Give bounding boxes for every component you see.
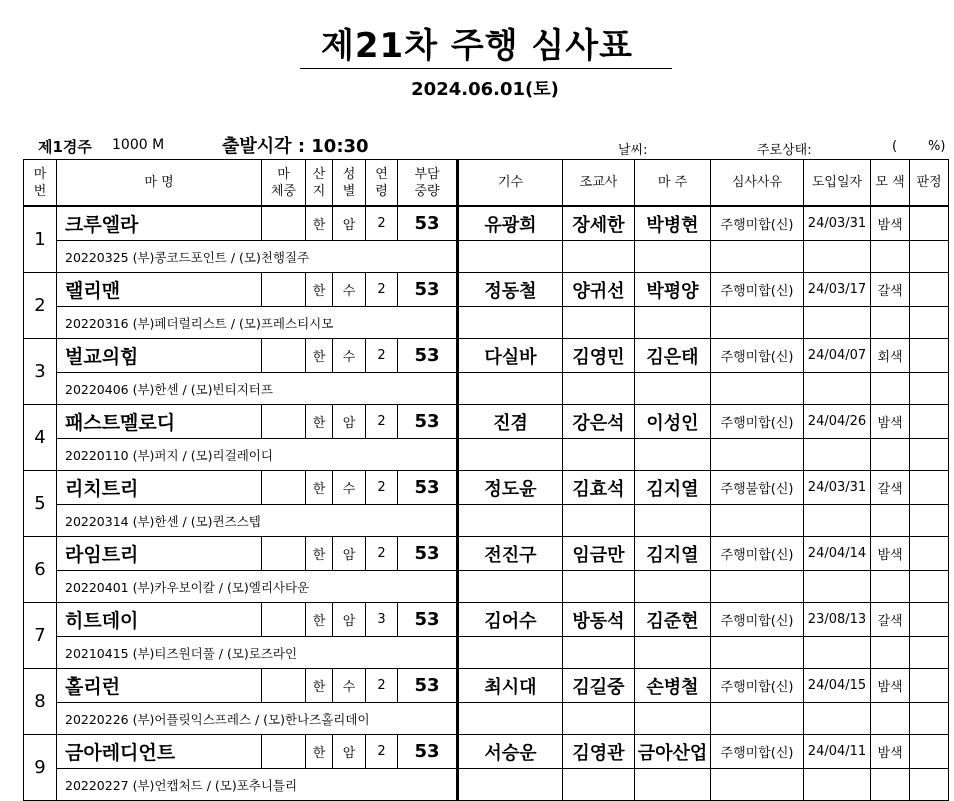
col-trainer-label: 조교사 <box>579 175 618 190</box>
horse-number: 1 <box>24 206 57 273</box>
horse-age: 2 <box>366 405 398 439</box>
horse-age: 2 <box>366 206 398 241</box>
horse-weight-cell <box>262 273 306 307</box>
judging-reason: 주행미합(신) <box>711 537 804 571</box>
import-date: 24/04/26 <box>804 405 871 439</box>
pedigree-blank-jockey <box>458 439 563 471</box>
jockey-name: 정도윤 <box>458 471 563 505</box>
horse-pedigree: 20220316 (부)페더럴리스트 / (모)프레스티시모 <box>57 307 458 339</box>
horse-number: 4 <box>24 405 57 471</box>
trainer-name: 방동석 <box>563 603 635 637</box>
import-date: 24/04/14 <box>804 537 871 571</box>
horse-age: 2 <box>366 735 398 769</box>
owner-name: 김지열 <box>635 471 711 505</box>
coat-color: 밤색 <box>871 735 910 769</box>
trainer-name: 김효석 <box>563 471 635 505</box>
col-owner-label: 마 주 <box>657 175 688 190</box>
pedigree-blank-owner <box>635 769 711 801</box>
horse-pedigree: 20220110 (부)퍼지 / (모)리걸레이디 <box>57 439 458 471</box>
horse-origin: 한 <box>306 471 333 505</box>
trainer-name: 김영관 <box>563 735 635 769</box>
pedigree-blank-reason <box>711 439 804 471</box>
col-sex <box>333 160 366 207</box>
start-time: 출발시각 : 10:30 <box>222 136 369 157</box>
horse-origin: 한 <box>306 735 333 769</box>
race-number: 제1경주 <box>38 138 92 156</box>
judging-reason: 주행미합(신) <box>711 273 804 307</box>
jockey-name: 다실바 <box>458 339 563 373</box>
pedigree-blank-date <box>804 439 871 471</box>
col-trainer <box>563 160 635 207</box>
pedigree-blank-trainer <box>563 505 635 537</box>
coat-color: 밤색 <box>871 206 910 241</box>
judgment-cell <box>910 405 949 439</box>
horse-origin: 한 <box>306 206 333 241</box>
pedigree-blank-reason <box>711 637 804 669</box>
horse-weight-cell <box>262 471 306 505</box>
judgment-cell <box>910 471 949 505</box>
pedigree-blank-judgment <box>910 307 949 339</box>
pedigree-blank-owner <box>635 241 711 273</box>
col-judgment <box>910 160 949 207</box>
horse-burden: 53 <box>398 206 458 241</box>
horse-pedigree: 20220227 (부)언캡처드 / (모)포추니틀리 <box>57 769 458 801</box>
horse-origin: 한 <box>306 537 333 571</box>
horse-pedigree: 20220401 (부)카우보이칼 / (모)엘리사타운 <box>57 571 458 603</box>
horse-number: 5 <box>24 471 57 537</box>
pedigree-blank-jockey <box>458 373 563 405</box>
col-import-date-label: 도입일자 <box>811 175 863 190</box>
horse-pedigree: 20220314 (부)한센 / (모)퀸즈스텝 <box>57 505 458 537</box>
owner-name: 김지열 <box>635 537 711 571</box>
coat-color: 밤색 <box>871 669 910 703</box>
col-no <box>24 160 57 207</box>
race-date: 2024.06.01(토) <box>411 79 559 100</box>
horse-weight-cell <box>262 339 306 373</box>
horse-age: 2 <box>366 669 398 703</box>
judgment-cell <box>910 537 949 571</box>
pedigree-blank-date <box>804 307 871 339</box>
coat-color: 밤색 <box>871 537 910 571</box>
horse-name: 금아레디언트 <box>57 735 262 769</box>
pedigree-blank-color <box>871 241 910 273</box>
judgment-cell <box>910 603 949 637</box>
judging-reason: 주행불합(신) <box>711 471 804 505</box>
col-color <box>871 160 910 207</box>
horse-origin: 한 <box>306 405 333 439</box>
horse-name: 랠리맨 <box>57 273 262 307</box>
owner-name: 박병현 <box>635 206 711 241</box>
import-date: 24/03/31 <box>804 206 871 241</box>
pedigree-blank-reason <box>711 307 804 339</box>
title-underline <box>300 68 672 69</box>
pedigree-blank-date <box>804 637 871 669</box>
owner-name: 금아산업 <box>635 735 711 769</box>
jockey-name: 서승운 <box>458 735 563 769</box>
pedigree-blank-jockey <box>458 505 563 537</box>
pedigree-blank-trainer <box>563 571 635 603</box>
header-row <box>24 160 949 207</box>
col-origin-label: 산 지 <box>312 166 326 199</box>
judgment-cell <box>910 206 949 241</box>
pedigree-blank-judgment <box>910 373 949 405</box>
pedigree-blank-date <box>804 703 871 735</box>
horse-pedigree: 20220406 (부)한센 / (모)빈티지터프 <box>57 373 458 405</box>
jockey-name: 정동철 <box>458 273 563 307</box>
pedigree-blank-jockey <box>458 637 563 669</box>
judging-reason: 주행미합(신) <box>711 206 804 241</box>
horse-sex: 암 <box>333 735 366 769</box>
horse-number: 9 <box>24 735 57 801</box>
horse-row-main <box>24 669 949 703</box>
judging-reason: 주행미합(신) <box>711 405 804 439</box>
col-breed-label: 마 체중 <box>270 166 297 199</box>
pedigree-blank-owner <box>635 571 711 603</box>
pedigree-blank-owner <box>635 439 711 471</box>
horse-row-main <box>24 339 949 373</box>
pedigree-blank-reason <box>711 373 804 405</box>
horse-burden: 53 <box>398 537 458 571</box>
col-age-label: 연 령 <box>375 166 388 199</box>
horse-number: 8 <box>24 669 57 735</box>
pedigree-blank-judgment <box>910 241 949 273</box>
horse-row-main <box>24 206 949 241</box>
race-distance: 1000 M <box>112 137 165 153</box>
horse-sex: 암 <box>333 206 366 241</box>
coat-color: 갈색 <box>871 471 910 505</box>
horse-burden: 53 <box>398 405 458 439</box>
horse-row-pedigree <box>24 703 949 735</box>
pedigree-blank-jockey <box>458 307 563 339</box>
horse-number: 7 <box>24 603 57 669</box>
horse-age: 2 <box>366 339 398 373</box>
horse-row-main <box>24 537 949 571</box>
horse-row-main <box>24 471 949 505</box>
coat-color: 갈색 <box>871 273 910 307</box>
horse-origin: 한 <box>306 339 333 373</box>
horse-age: 2 <box>366 471 398 505</box>
trainer-name: 김길중 <box>563 669 635 703</box>
pedigree-blank-trainer <box>563 637 635 669</box>
horse-weight-cell <box>262 537 306 571</box>
pedigree-blank-color <box>871 571 910 603</box>
trainer-name: 강은석 <box>563 405 635 439</box>
horse-sex: 수 <box>333 669 366 703</box>
track-percent-close: %) <box>928 139 946 154</box>
pedigree-blank-color <box>871 439 910 471</box>
import-date: 24/04/15 <box>804 669 871 703</box>
judgment-cell <box>910 339 949 373</box>
horse-weight-cell <box>262 603 306 637</box>
pedigree-blank-judgment <box>910 439 949 471</box>
horse-row-pedigree <box>24 307 949 339</box>
pedigree-blank-date <box>804 241 871 273</box>
judging-table <box>23 159 949 801</box>
owner-name: 박평양 <box>635 273 711 307</box>
pedigree-blank-jockey <box>458 241 563 273</box>
horse-origin: 한 <box>306 669 333 703</box>
pedigree-blank-trainer <box>563 769 635 801</box>
pedigree-blank-reason <box>711 703 804 735</box>
pedigree-blank-date <box>804 505 871 537</box>
horse-pedigree: 20220226 (부)어플릿익스프레스 / (모)한나즈홀리데이 <box>57 703 458 735</box>
col-reason <box>711 160 804 207</box>
trainer-name: 임금만 <box>563 537 635 571</box>
judging-reason: 주행미합(신) <box>711 669 804 703</box>
horse-name: 라임트리 <box>57 537 262 571</box>
import-date: 24/04/07 <box>804 339 871 373</box>
jockey-name: 최시대 <box>458 669 563 703</box>
horse-weight-cell <box>262 735 306 769</box>
horse-name: 리치트리 <box>57 471 262 505</box>
horse-row-pedigree <box>24 439 949 471</box>
horse-row-pedigree <box>24 769 949 801</box>
pedigree-blank-judgment <box>910 505 949 537</box>
pedigree-blank-reason <box>711 571 804 603</box>
col-jockey-label: 기수 <box>497 175 524 190</box>
horse-name: 홀리런 <box>57 669 262 703</box>
horse-name: 히트데이 <box>57 603 262 637</box>
pedigree-blank-date <box>804 571 871 603</box>
pedigree-blank-jockey <box>458 571 563 603</box>
pedigree-blank-judgment <box>910 769 949 801</box>
coat-color: 회색 <box>871 339 910 373</box>
pedigree-blank-color <box>871 637 910 669</box>
pedigree-blank-date <box>804 373 871 405</box>
col-origin <box>306 160 333 207</box>
owner-name: 손병철 <box>635 669 711 703</box>
pedigree-blank-owner <box>635 373 711 405</box>
horse-weight-cell <box>262 669 306 703</box>
coat-color: 밤색 <box>871 405 910 439</box>
col-sex-label: 성 별 <box>342 166 356 199</box>
owner-name: 이성인 <box>635 405 711 439</box>
col-name-label: 마 명 <box>144 175 174 190</box>
judgment-cell <box>910 669 949 703</box>
pedigree-blank-color <box>871 769 910 801</box>
horse-sex: 수 <box>333 273 366 307</box>
horse-weight-cell <box>262 405 306 439</box>
pedigree-blank-trainer <box>563 307 635 339</box>
horse-pedigree: 20220325 (부)콩코드포인트 / (모)천행질주 <box>57 241 458 273</box>
horse-row-pedigree <box>24 373 949 405</box>
col-no-label: 마 번 <box>33 166 47 199</box>
col-color-label: 모 색 <box>875 175 905 190</box>
col-name <box>57 160 262 207</box>
horse-burden: 53 <box>398 669 458 703</box>
pedigree-blank-jockey <box>458 769 563 801</box>
col-breed <box>262 160 306 207</box>
horse-burden: 53 <box>398 735 458 769</box>
judging-reason: 주행미합(신) <box>711 603 804 637</box>
pedigree-blank-reason <box>711 505 804 537</box>
pedigree-blank-judgment <box>910 571 949 603</box>
horse-burden: 53 <box>398 339 458 373</box>
horse-sex: 암 <box>333 537 366 571</box>
pedigree-blank-color <box>871 703 910 735</box>
track-condition-label: 주로상태: <box>757 143 812 158</box>
import-date: 23/08/13 <box>804 603 871 637</box>
pedigree-blank-reason <box>711 769 804 801</box>
horse-age: 2 <box>366 273 398 307</box>
weather-label: 날씨: <box>618 143 648 158</box>
pedigree-blank-owner <box>635 703 711 735</box>
judging-reason: 주행미합(신) <box>711 339 804 373</box>
horse-row-pedigree <box>24 241 949 273</box>
pedigree-blank-trainer <box>563 373 635 405</box>
horse-pedigree: 20210415 (부)티즈원더풀 / (모)로즈라인 <box>57 637 458 669</box>
pedigree-blank-owner <box>635 637 711 669</box>
pedigree-blank-trainer <box>563 439 635 471</box>
jockey-name: 김어수 <box>458 603 563 637</box>
pedigree-blank-color <box>871 307 910 339</box>
horse-origin: 한 <box>306 603 333 637</box>
horse-sex: 암 <box>333 603 366 637</box>
horse-row-main <box>24 405 949 439</box>
trainer-name: 김영민 <box>563 339 635 373</box>
pedigree-blank-date <box>804 769 871 801</box>
horse-burden: 53 <box>398 603 458 637</box>
import-date: 24/03/17 <box>804 273 871 307</box>
horse-age: 3 <box>366 603 398 637</box>
horse-sex: 수 <box>333 471 366 505</box>
horse-weight-cell <box>262 206 306 241</box>
horse-row-pedigree <box>24 637 949 669</box>
pedigree-blank-judgment <box>910 637 949 669</box>
horse-sex: 수 <box>333 339 366 373</box>
col-judgment-label: 판정 <box>916 175 942 190</box>
horse-burden: 53 <box>398 273 458 307</box>
col-burden <box>398 160 458 207</box>
horse-row-main <box>24 735 949 769</box>
horse-number: 3 <box>24 339 57 405</box>
horse-age: 2 <box>366 537 398 571</box>
judgment-cell <box>910 735 949 769</box>
coat-color: 갈색 <box>871 603 910 637</box>
col-reason-label: 심사사유 <box>731 175 783 190</box>
pedigree-blank-trainer <box>563 241 635 273</box>
col-burden-label: 부담 중량 <box>414 166 440 199</box>
horse-sex: 암 <box>333 405 366 439</box>
horse-row-pedigree <box>24 505 949 537</box>
owner-name: 김준현 <box>635 603 711 637</box>
col-age <box>366 160 398 207</box>
pedigree-blank-owner <box>635 505 711 537</box>
horse-row-main <box>24 603 949 637</box>
horse-number: 6 <box>24 537 57 603</box>
horse-row-pedigree <box>24 571 949 603</box>
col-jockey <box>458 160 563 207</box>
pedigree-blank-jockey <box>458 703 563 735</box>
horse-name: 벌교의힘 <box>57 339 262 373</box>
page-title: 제21차 주행 심사표 <box>321 26 633 66</box>
pedigree-blank-reason <box>711 241 804 273</box>
col-import-date <box>804 160 871 207</box>
col-owner <box>635 160 711 207</box>
track-percent-open: ( <box>892 139 898 154</box>
pedigree-blank-judgment <box>910 703 949 735</box>
pedigree-blank-color <box>871 505 910 537</box>
horse-number: 2 <box>24 273 57 339</box>
pedigree-blank-trainer <box>563 703 635 735</box>
import-date: 24/04/11 <box>804 735 871 769</box>
horse-rows <box>24 206 949 801</box>
jockey-name: 진겸 <box>458 405 563 439</box>
horse-origin: 한 <box>306 273 333 307</box>
jockey-name: 전진구 <box>458 537 563 571</box>
pedigree-blank-owner <box>635 307 711 339</box>
horse-name: 크루엘라 <box>57 206 262 241</box>
pedigree-blank-color <box>871 373 910 405</box>
trainer-name: 장세한 <box>563 206 635 241</box>
owner-name: 김은태 <box>635 339 711 373</box>
horse-name: 패스트멜로디 <box>57 405 262 439</box>
judging-reason: 주행미합(신) <box>711 735 804 769</box>
trainer-name: 양귀선 <box>563 273 635 307</box>
horse-row-main <box>24 273 949 307</box>
judgment-cell <box>910 273 949 307</box>
jockey-name: 유광희 <box>458 206 563 241</box>
horse-burden: 53 <box>398 471 458 505</box>
import-date: 24/03/31 <box>804 471 871 505</box>
